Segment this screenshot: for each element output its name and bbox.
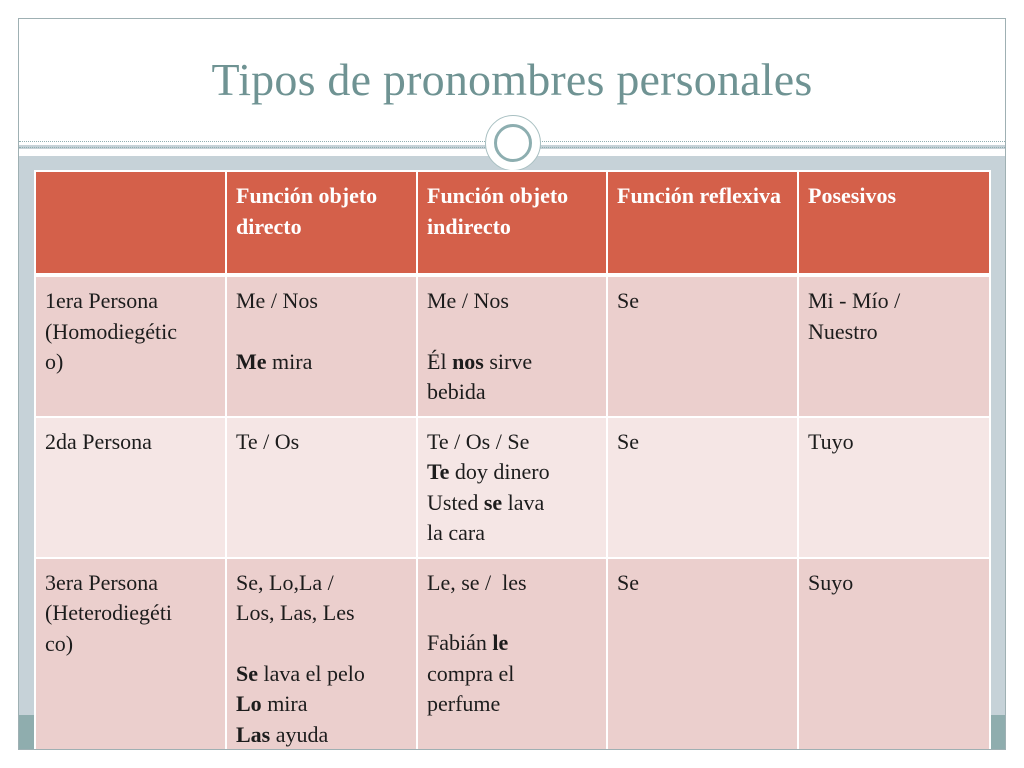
example-pronoun: Me	[236, 348, 267, 374]
spacer	[427, 317, 598, 347]
example-text: ayuda	[270, 721, 329, 747]
example-pronoun: Las	[236, 721, 271, 747]
example-text: doy dinero	[449, 459, 550, 484]
pronoun-forms: Los, Las, Les	[236, 600, 355, 625]
spacer	[236, 629, 408, 659]
posesivos-cell	[798, 275, 990, 417]
persona-cell	[35, 558, 226, 751]
header-reflexiva: Función reflexiva	[607, 171, 798, 275]
example-pronoun: Se	[236, 660, 258, 686]
example-sentence	[427, 347, 598, 378]
example-sentence	[236, 347, 408, 378]
posesivos-cell	[798, 558, 990, 751]
persona-label: 1era Persona	[45, 288, 159, 313]
example-pronoun: le	[492, 630, 509, 655]
example-text: sirve	[483, 348, 533, 374]
example-text: mira	[266, 348, 313, 374]
pronoun-forms: Me / Nos	[427, 288, 509, 313]
pronoun-forms: Se, Lo,La /	[236, 569, 334, 595]
table-row	[35, 558, 990, 751]
persona-cell	[35, 275, 226, 417]
header-cell-empty	[35, 171, 226, 275]
posesivo-text: Mi - Mío /	[808, 288, 901, 313]
slide	[18, 18, 1006, 750]
posesivo-text: Suyo	[808, 569, 854, 595]
reflexiva-cell: Se	[607, 275, 798, 417]
example-pronoun: Lo	[236, 691, 262, 716]
persona-label: (Heterodiegéti	[45, 600, 173, 625]
pronoun-forms: Le, se / les	[427, 569, 527, 595]
spacer	[427, 598, 598, 628]
posesivo-text: Tuyo	[808, 428, 854, 454]
example-sentence	[427, 628, 598, 659]
example-text: Él	[427, 348, 453, 374]
example-sentence	[427, 457, 598, 488]
example-sentence	[427, 488, 598, 519]
objeto-directo-cell	[226, 417, 417, 558]
spacer	[236, 317, 408, 347]
objeto-directo-cell	[226, 558, 417, 751]
header-objeto-directo: Función objeto directo	[226, 171, 417, 275]
objeto-indirecto-cell	[417, 558, 607, 751]
example-text: Usted	[427, 489, 484, 515]
reflexiva-cell: Se	[607, 417, 798, 558]
pronoun-forms: Te / Os / Se	[427, 428, 530, 454]
table-row	[35, 417, 990, 558]
example-text: la cara	[427, 520, 485, 545]
table-row	[35, 275, 990, 417]
pronoun-table	[34, 170, 991, 750]
example-sentence	[236, 689, 408, 720]
posesivos-cell	[798, 417, 990, 558]
example-text: Fabián	[427, 630, 493, 655]
pronoun-forms: Te / Os	[236, 428, 300, 454]
slide-title: Tipos de pronombres personales	[211, 54, 813, 105]
header-objeto-indirecto: Función objeto indirecto	[417, 171, 607, 275]
ring-icon	[494, 124, 532, 162]
example-text: mira	[261, 691, 308, 716]
example-text: lava el pelo	[258, 660, 365, 686]
objeto-directo-cell	[226, 275, 417, 417]
reflexiva-cell: Se	[607, 558, 798, 751]
persona-label: 2da Persona	[45, 428, 152, 454]
posesivo-text: Nuestro	[808, 318, 878, 344]
example-text: perfume	[427, 691, 501, 716]
circle-ornament-icon	[485, 115, 541, 171]
objeto-indirecto-cell	[417, 275, 607, 417]
objeto-indirecto-cell	[417, 417, 607, 558]
example-sentence	[236, 659, 408, 690]
example-pronoun: nos	[452, 348, 484, 374]
table-header-row	[35, 171, 990, 275]
example-text: lava	[502, 489, 545, 515]
header-posesivos: Posesivos	[798, 171, 990, 275]
example-text: bebida	[427, 379, 486, 404]
pronoun-forms: Me / Nos	[236, 288, 318, 313]
example-pronoun: se	[483, 489, 503, 515]
example-sentence	[236, 720, 408, 751]
persona-label: 3era Persona	[45, 569, 159, 595]
example-pronoun: Te	[427, 459, 450, 484]
persona-label: co)	[45, 630, 74, 656]
persona-cell	[35, 417, 226, 558]
persona-label: (Homodiegétic	[45, 318, 177, 344]
persona-label: o)	[45, 349, 64, 374]
example-text: compra el	[427, 660, 515, 686]
